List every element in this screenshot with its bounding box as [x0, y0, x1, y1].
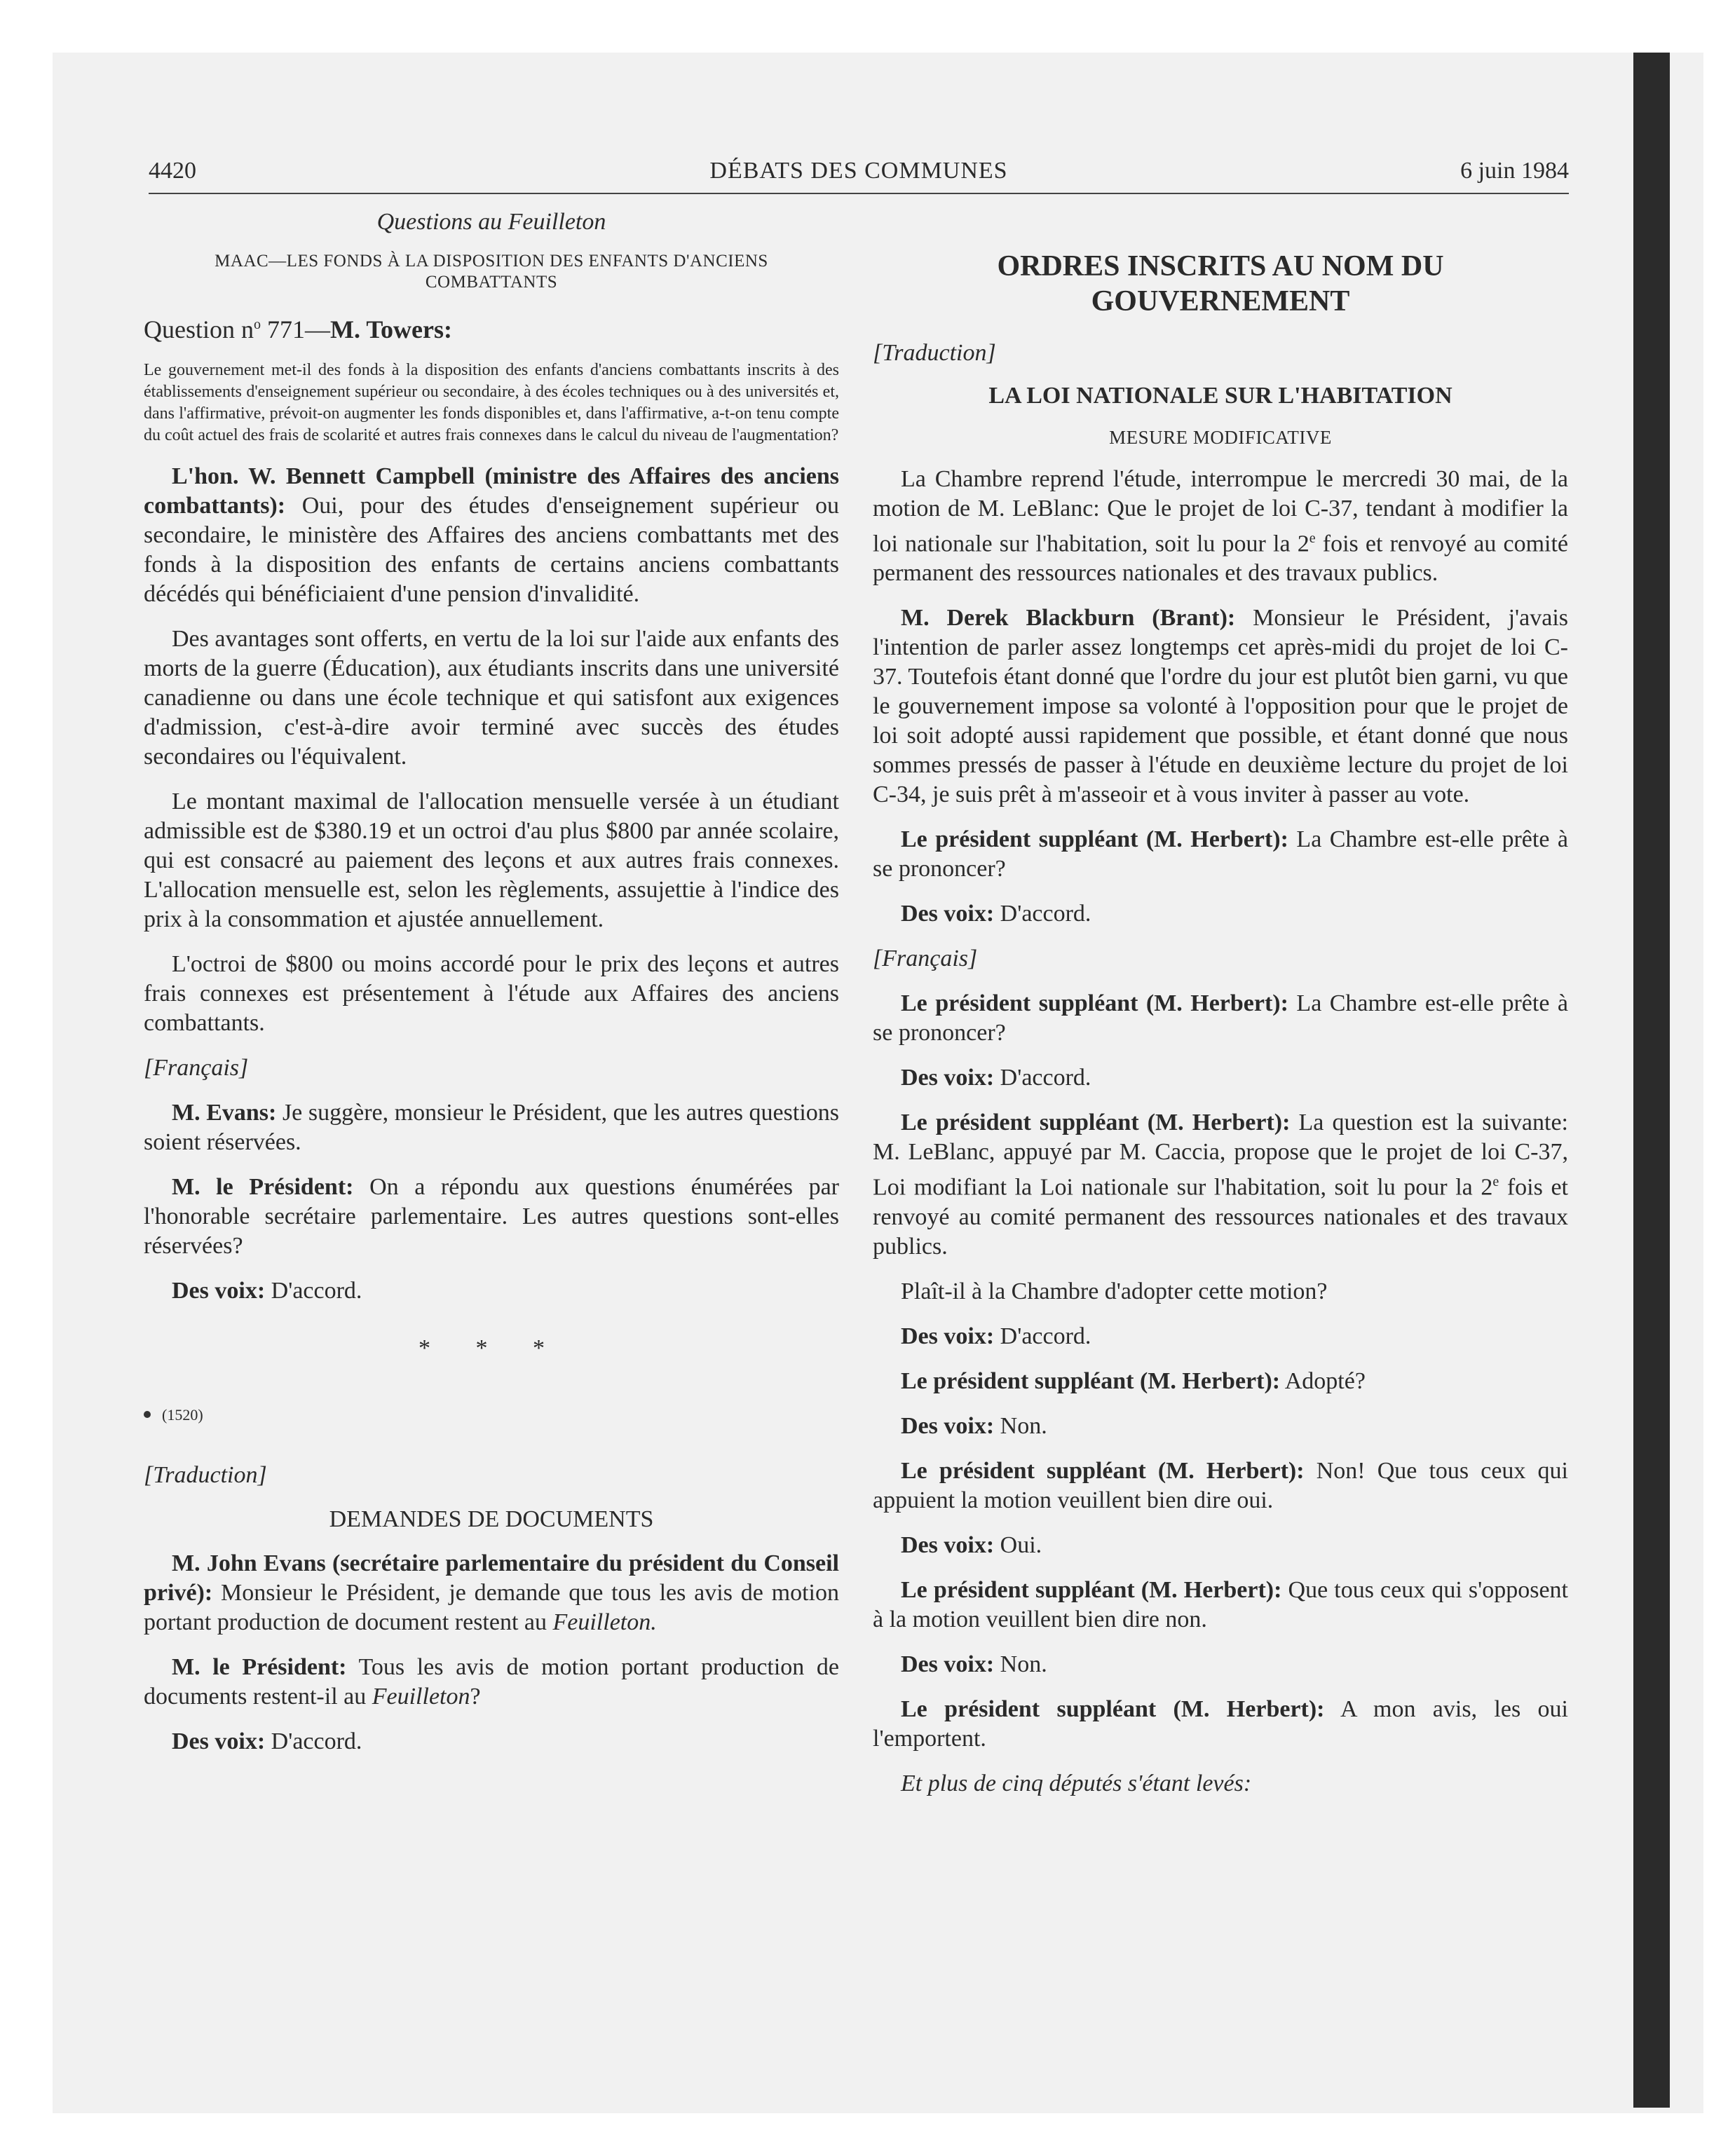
plait-question: Plaît-il à la Chambre d'adopter cette motion? — [901, 1278, 1328, 1304]
loi-heading: LA LOI NATIONALE SUR L'HABITATION — [988, 383, 1452, 409]
voix-non-2: Des voix: Non. — [901, 1651, 1047, 1677]
john-evans-statement: M. John Evans (secrétaire parlementaire du président du Conseil privé): Monsieur le Président, je demande que tous les avis de motion portant production de document restent au Feuilleton. — [144, 1550, 839, 1635]
question-title: MAAC—LES FONDS À LA DISPOSITION DES ENFANTS D'ANCIENS COMBATTANTS — [215, 252, 768, 292]
paragraph-advantages: Des avantages sont offerts, en vertu de la loi sur l'aide aux enfants des morts de la guerre (Éducation), aux étudiants inscrits dans une université canadienne ou dans une école technique et qui satisfont aux exigences d'admission, c'est-à-dire avoir terminé avec succès des études secondaires ou l'équivalent. — [144, 626, 839, 770]
mesure-subheading: MESURE MODIFICATIVE — [1109, 427, 1332, 448]
tag-francais-right: [Français] — [873, 946, 978, 972]
voix-accord-2: Des voix: D'accord. — [901, 1065, 1091, 1091]
page-header — [149, 158, 1569, 194]
paragraph-allocation: Le montant maximal de l'allocation mensuelle versée à un étudiant admissible est de $380.19 et un octroi d'au plus $800 par année scolaire, qui est consacré au paiement des leçons et aux autres frais connexes. L'allocation mensuelle est, selon les règlements, assujettie à l'indice des prix à la consommation et ajustée annuellement. — [144, 789, 839, 932]
section-separator: * * * — [419, 1335, 564, 1361]
page-date: 6 juin 1984 — [1460, 158, 1569, 184]
president-statement: M. le Président: On a répondu aux questions énumérées par l'honorable secrétaire parlementaire. Les autres questions sont-elles réservées? — [144, 1174, 840, 1259]
voix-accord-3: Des voix: D'accord. — [901, 1323, 1091, 1349]
closing-italic: Et plus de cinq députés s'étant levés: — [901, 1770, 1252, 1796]
scan-edge-shadow — [1633, 53, 1670, 2108]
chambre-paragraph: La Chambre reprend l'étude, interrompue le mercredi 30 mai, de la motion de M. LeBlanc: Que le projet de loi C-37, tendant à modifier la loi nationale sur l'habitation, soit lu pour la 2e fois et renvoyé au comité permanent des ressources nationales et des travaux publics. — [873, 466, 1569, 587]
ps-statement-3: Le président suppléant (M. Herbert): La question est la suivante: M. LeBlanc, appuyé par M. Caccia, propose que le projet de loi C-37, Loi modifiant la Loi nationale sur l'habitation, soit lu pour la 2e fois et renvoyé au comité permanent des ressources nationales et des travaux publics. — [873, 1110, 1568, 1260]
president-statement-2: M. le Président: Tous les avis de motion portant production de documents restent-il au Feuilleton? — [144, 1654, 839, 1710]
voix-statement-2: Des voix: D'accord. — [172, 1728, 362, 1754]
evans-statement: M. Evans: Je suggère, monsieur le Président, que les autres questions soient réservées. — [144, 1100, 839, 1155]
voix-accord-1: Des voix: D'accord. — [901, 901, 1091, 927]
question-label: Question $n^o$ 771—M. Towers: — [144, 315, 452, 343]
demandes-heading: DEMANDES DE DOCUMENTS — [329, 1506, 654, 1532]
left-column — [144, 203, 839, 1756]
voix-non-1: Des voix: Non. — [901, 1412, 1047, 1439]
page-number: 4420 — [149, 158, 196, 184]
paragraph-octroi: L'octroi de $800 ou moins accordé pour le prix des leçons et autres frais connexes est présentement à l'étude aux Affaires des anciens combattants. — [144, 951, 839, 1036]
time-marker: (1520) — [144, 1398, 839, 1430]
bullet-dot-icon — [144, 1411, 151, 1418]
ps-statement-2: Le président suppléant (M. Herbert): La Chambre est-elle prête à se prononcer? — [873, 990, 1568, 1046]
ordres-heading: ORDRES INSCRITS AU NOM DU GOUVERNEMENT — [997, 250, 1444, 318]
section-title: Questions au Feuilleton — [376, 209, 606, 235]
ps-statement-7: Le président suppléant (M. Herbert): A mon avis, les oui l'emportent. — [873, 1696, 1568, 1752]
right-column — [873, 249, 1568, 1799]
ps-statement-6: Le président suppléant (M. Herbert): Que tous ceux qui s'opposent à la motion veuillent bien dire non. — [873, 1576, 1568, 1632]
tag-traduction-right: [Traduction] — [873, 340, 996, 366]
voix-oui: Des voix: Oui. — [901, 1531, 1042, 1558]
blackburn-statement: M. Derek Blackburn (Brant): Monsieur le Président, j'avais l'intention de parler assez longtemps cet après-midi du projet de loi C-37. Toutefois étant donné que l'ordre du jour est plutôt bien garni, vu que le gouvernement impose sa volonté à l'opposition pour que le projet de loi soit adopté aussi rapidement que possible, et étant donné que nous sommes pressés de passer à l'étude en deuxième lecture du projet de loi C-34, je suis prêt à m'asseoir et à vous inviter à passer au vote. — [873, 605, 1569, 808]
campbell-answer: L'hon. W. Bennett Campbell (ministre des Affaires des anciens combattants): Oui, pour des études d'enseignement supérieur ou secondaire, le ministère des Affaires des anciens combattants met des fonds à la disposition des enfants de certains anciens combattants décédés qui bénéficiaient d'une pension d'invalidité. — [144, 463, 839, 607]
ps-statement-5: Le président suppléant (M. Herbert): Non! Que tous ceux qui appuient la motion veuillent bien dire oui. — [873, 1457, 1568, 1513]
tag-francais: [Français] — [144, 1055, 249, 1081]
voix-statement: Des voix: D'accord. — [172, 1278, 362, 1304]
publication-title: DÉBATS DES COMMUNES — [709, 158, 1008, 184]
ps-statement-4: Le président suppléant (M. Herbert): Adopté? — [901, 1367, 1366, 1394]
question-text: Le gouvernement met-il des fonds à la disposition des enfants d'anciens combattants inscrits à des établissements d'enseignement supérieur ou secondaire, à des écoles techniques ou à des universités et, dans l'affirmative, prévoit-on augmenter les fonds disponibles et, dans l'affirmative, a-t-on tenu compte du coût actuel des frais de scolarité et autres frais connexes dans le calcul du niveau de l'augmentation? — [144, 361, 839, 444]
tag-traduction: [Traduction] — [144, 1462, 267, 1488]
ps-statement-1: Le président suppléant (M. Herbert): La Chambre est-elle prête à se prononcer? — [873, 826, 1568, 882]
